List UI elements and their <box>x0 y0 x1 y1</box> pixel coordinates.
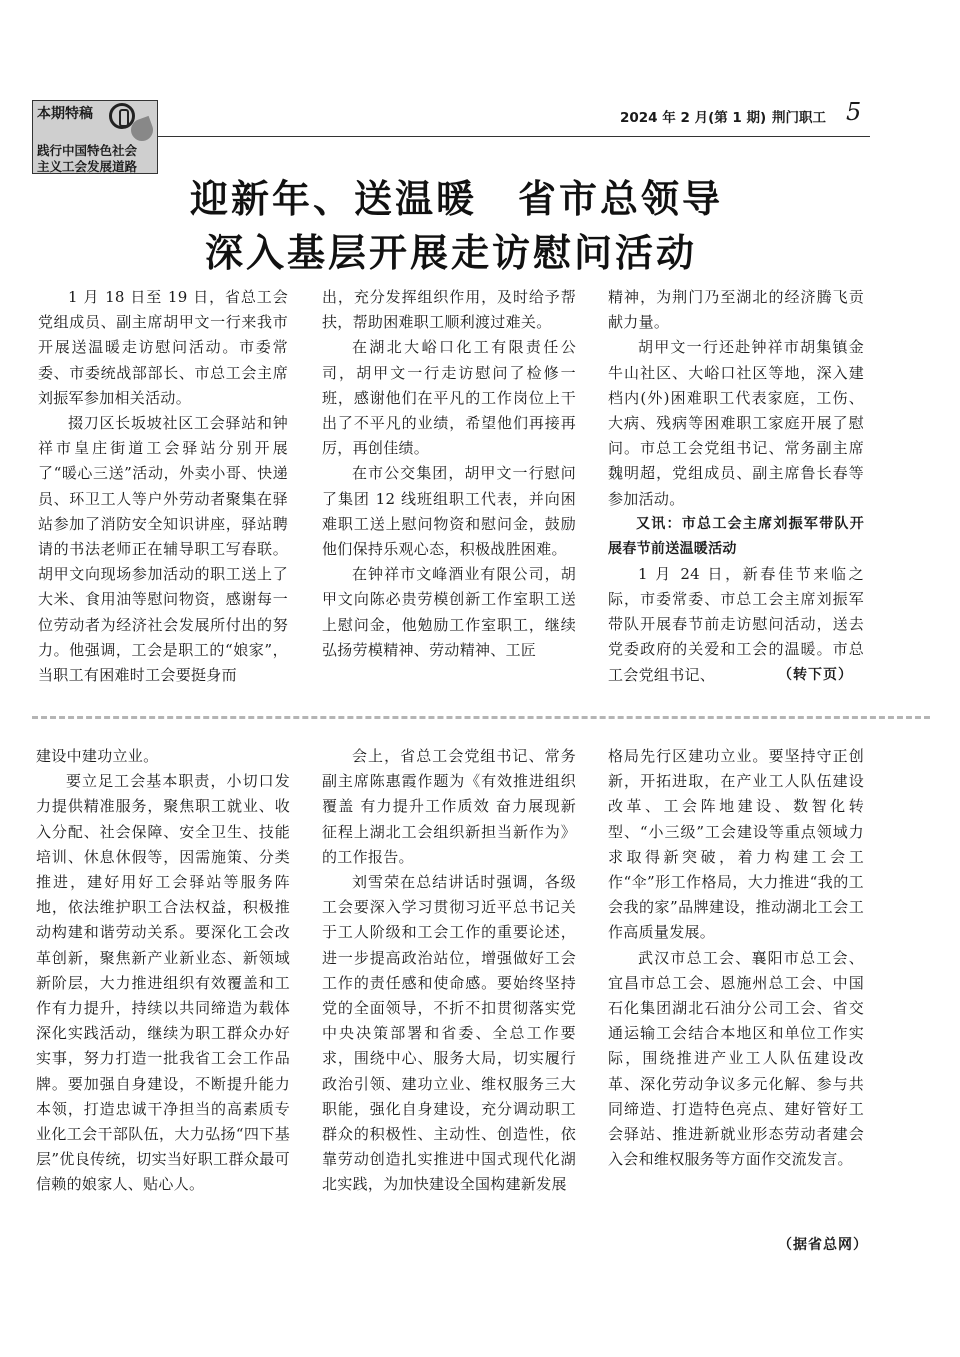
paragraph: 掇刀区长坂坡社区工会驿站和钟祥市皇庄街道工会驿站分别开展了“暖心三送”活动，外卖小哥、快递员、环卫工人等户外劳动者聚集在驿站参加了消防安全知识讲座，驿站聘请的书法老师正在辅导职工写春联。胡甲文向现场参加活动的职工送上了大米、食用油等慰问物资，感谢每一位劳动者为经济社会发展所付出的努力。他强调，工会是职工的“娘家”，当职工有困难时工会要挺身而 <box>38 414 288 685</box>
continued-note: （转下页） <box>778 667 853 683</box>
page-number: 5 <box>846 98 862 126</box>
header-rule <box>158 136 870 137</box>
paragraph: 精神，为荆门乃至湖北的经济腾飞贡献力量。 <box>608 288 864 332</box>
paragraph: 会上，省总工会党组书记、常务副主席陈惠霞作题为《有效推进组织覆盖 有力提升工作质效 奋力展现新征程上湖北工会组织新担当新作为》的工作报告。 <box>322 747 576 866</box>
paragraph: 武汉市总工会、襄阳市总工会、宜昌市总工会、恩施州总工会、中国石化集团湖北石油分公司工会、省交通运输工会结合本地区和单位工作实际，围绕推进产业工人队伍建设改革、深化劳动争议多元化解、参与共同缔造、打造特色亮点、建好管好工会驿站、推进新就业形态劳动者建会入会和维权服务等方面作交流发言。 <box>608 948 864 1169</box>
paragraph: 胡甲文一行还赴钟祥市胡集镇金牛山社区、大峪口社区等地，深入建档内(外)困难职工代表家庭，工伤、大病、残病等困难职工家庭开展了慰问。市总工会党组书记、常务副主席魏明超，党组成员、副主席鲁长春等参加活动。 <box>608 338 864 508</box>
article2-column-1 <box>36 744 290 1198</box>
paragraph: 刘雪荣在总结讲话时强调，各级工会要深入学习贯彻习近平总书记关于工人阶级和工会工作的重要论述，进一步提高政治站位，增强做好工会工作的责任感和使命感。要始终坚持党的全面领导，不折不扣贯彻落实党中央决策部署和省委、全总工作要求，围绕中心、服务大局，切实履行政治引领、建功立业、维权服务三大职能，强化自身建设，充分调动职工群众的积极性、主动性、创造性，依靠劳动创造扎实推进中国式现代化湖北实践，为加快建设全国构建新发展 <box>322 873 576 1194</box>
paragraph: 要立足工会基本职责，小切口发力提供精准服务，聚焦职工就业、收入分配、社会保障、安全卫生、技能培训、休息休假等，因需施策、分类推进，建好用好工会驿站等服务阵地，依法维护职工合法权益，积极推动构建和谐劳动关系。要深化工会改革创新，聚焦新产业新业态、新领域新阶层，大力推进组织有效覆盖和工作有力提升，持续以共同缔造为载体深化实践活动，继续为职工群众办好实事，努力打造一批我省工会工作品牌。要加强自身建设，不断提升能力本领，打造忠诚干净担当的高素质专业化工会干部队伍，大力弘扬“四下基层”优良传统，切实当好职工群众最可信赖的娘家人、贴心人。 <box>36 772 290 1194</box>
article2-column-2 <box>322 744 576 1198</box>
paragraph: 在湖北大峪口化工有限责任公司，胡甲文一行走访慰问了检修一班，感谢他们在平凡的工作岗位上干出了不平凡的业绩，希望他们再接再厉，再创佳绩。 <box>322 338 576 458</box>
headline-line2: 深入基层开展走访慰问活动 <box>205 231 698 275</box>
badge-theme-line1: 践行中国特色社会 <box>37 143 138 158</box>
badge-tag: 本期特稿 <box>37 106 93 122</box>
article-column-2 <box>322 285 576 663</box>
article2-column-3 <box>608 744 864 1172</box>
paragraph: 建设中建功立业。 <box>36 747 159 765</box>
paragraph: 1 月 18 日至 19 日，省总工会党组成员、副主席胡甲文一行来我市开展送温暖走访慰问活动。市委常委、市委统战部部长、市总工会主席刘振军参加相关活动。 <box>38 288 288 407</box>
paragraph: 1 月 24 日，新春佳节来临之际，市委常委、市总工会主席刘振军带队开展春节前走访慰问活动，送去党委政府的关爱和工会的温暖。市总工会党组书记、 <box>608 564 864 684</box>
paragraph: 在钟祥市文峰酒业有限公司，胡甲文向陈必贵劳模创新工作室职工送上慰问金，他勉励工作室职工，继续弘扬劳模精神、劳动精神、工匠 <box>322 565 576 659</box>
article-column-1 <box>38 285 288 688</box>
badge-theme-line2: 主义工会发展道路 <box>37 159 138 174</box>
article-column-3 <box>608 285 864 688</box>
paragraph: 出，充分发挥组织作用，及时给予帮扶，帮助困难职工顺利渡过难关。 <box>322 288 576 332</box>
section-divider <box>32 716 930 719</box>
paragraph: 在市公交集团，胡甲文一行慰问了集团 12 线班组职工代表，并向困难职工送上慰问物资和慰问金，鼓励他们保持乐观心态，积极战胜困难。 <box>322 464 576 559</box>
source-note: （据省总网） <box>778 1237 868 1253</box>
paragraph: 格局先行区建功立业。要坚持守正创新，开拓进取，在产业工人队伍建设改革、工会阵地建设、数智化转型、“小三级”工会建设等重点领域力求取得新突破，着力构建工会工作“伞”形工作格局，大力推进“我的工会我的家”品牌建设，推动湖北工会工作高质量发展。 <box>608 747 864 942</box>
issue-date: 2024 年 2 月(第 1 期) <box>620 110 767 126</box>
paper-name: 荆门职工 <box>772 110 826 126</box>
headline-line1: 迎新年、送温暖 省市总领导 <box>190 177 724 221</box>
sub-heading: 又讯：市总工会主席刘振军带队开展春节前送温暖活动 <box>608 515 864 557</box>
section-badge <box>32 100 158 174</box>
